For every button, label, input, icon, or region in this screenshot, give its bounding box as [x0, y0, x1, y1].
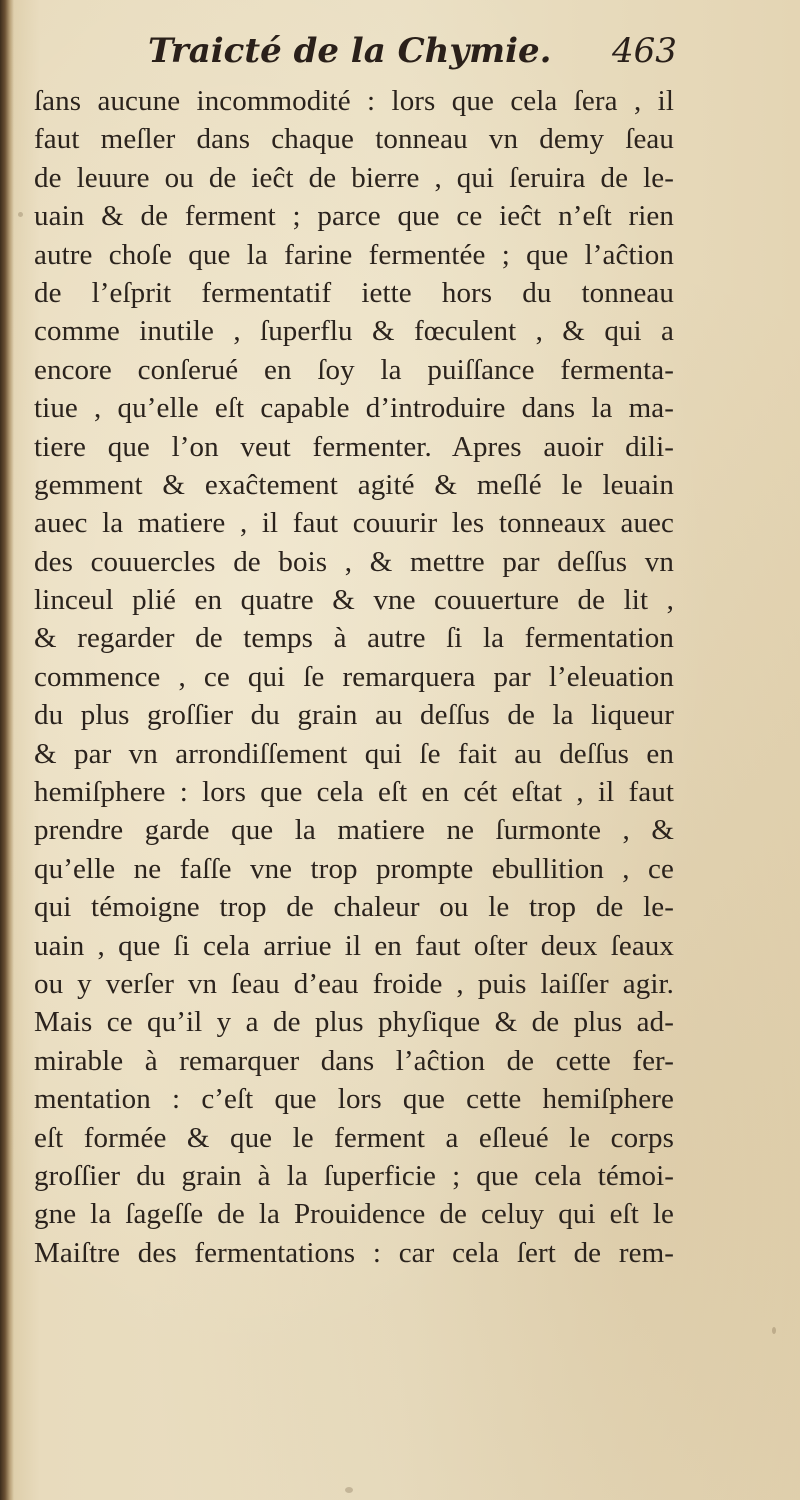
text-line: eſt formée & que le ferment a eſleué le corps [34, 1121, 674, 1154]
running-title: Traicté de la Chymie. [148, 31, 552, 71]
text-line: & regarder de temps à autre ſi la fermentation [34, 622, 674, 655]
text-line: gne la ſageſſe de la Prouidence de celuy qui eſt le [34, 1198, 674, 1231]
text-line: uain , que ſi cela arriue il en faut oſter deux ſeaux [34, 929, 674, 962]
text-line: gemment & exaĉtement agité & meſlé le leuain [34, 468, 674, 501]
text-line: de leuure ou de ieĉt de bierre , qui ſeruira de le- [34, 161, 674, 194]
text-line: qui témoigne trop de chaleur ou le trop de le- [34, 891, 674, 924]
text-line: & par vn arrondiſſement qui ſe fait au deſſus en [34, 737, 674, 770]
text-line: linceul plié en quatre & vne couuerture de lit , [34, 584, 674, 617]
text-line: ou y verſer vn ſeau d’eau froide , puis laiſſer agir. [34, 967, 674, 1000]
text-line: tiue , qu’elle eſt capable d’introduire dans la ma- [34, 392, 674, 425]
text-line: commence , ce qui ſe remarquera par l’eleuation [34, 660, 674, 693]
text-line: comme inutile , ſuperflu & fœculent , & qui a [34, 315, 674, 348]
paper-speck [18, 212, 23, 217]
text-line: des couuercles de bois , & mettre par deſſus vn [34, 545, 674, 578]
paper-speck [772, 1327, 776, 1334]
text-line: qu’elle ne faſſe vne trop prompte ebullition , ce [34, 852, 674, 885]
text-line: Maiſtre des fermentations : car cela ſert de rem- [34, 1236, 674, 1269]
text-line: hemiſphere : lors que cela eſt en cét eſtat , il faut [34, 776, 674, 809]
text-line: encore conſerué en ſoy la puiſſance fermenta- [34, 353, 674, 386]
page-header [0, 28, 800, 78]
body-text [34, 82, 674, 1272]
paper-speck [345, 1487, 353, 1493]
text-line: tiere que l’on veut fermenter. Apres auoir dili- [34, 430, 674, 463]
text-line: mentation : c’eſt que lors que cette hemiſphere [34, 1083, 674, 1116]
text-line: Mais ce qu’il y a de plus phyſique & de plus ad- [34, 1006, 674, 1039]
text-line: uain & de ferment ; parce que ce ieĉt n’eſt rien [34, 200, 674, 233]
page-gutter [0, 0, 14, 1500]
text-line: auec la matiere , il faut couurir les tonneaux auec [34, 507, 674, 540]
text-line: du plus groſſier du grain au deſſus de la liqueur [34, 699, 674, 732]
text-line: ſans aucune incommodité : lors que cela ſera , il [34, 85, 674, 117]
page-number: 463 [612, 31, 677, 71]
text-line: mirable à remarquer dans l’aĉtion de cette fer- [34, 1044, 674, 1077]
text-line: faut meſler dans chaque tonneau vn demy ſeau [34, 123, 674, 156]
text-line: prendre garde que la matiere ne ſurmonte , & [34, 814, 674, 847]
text-line: groſſier du grain à la ſuperficie ; que cela témoi- [34, 1159, 674, 1192]
text-line: autre choſe que la farine fermentée ; que l’aĉtion [34, 238, 674, 271]
text-line: de l’eſprit fermentatif iette hors du tonneau [34, 276, 674, 309]
